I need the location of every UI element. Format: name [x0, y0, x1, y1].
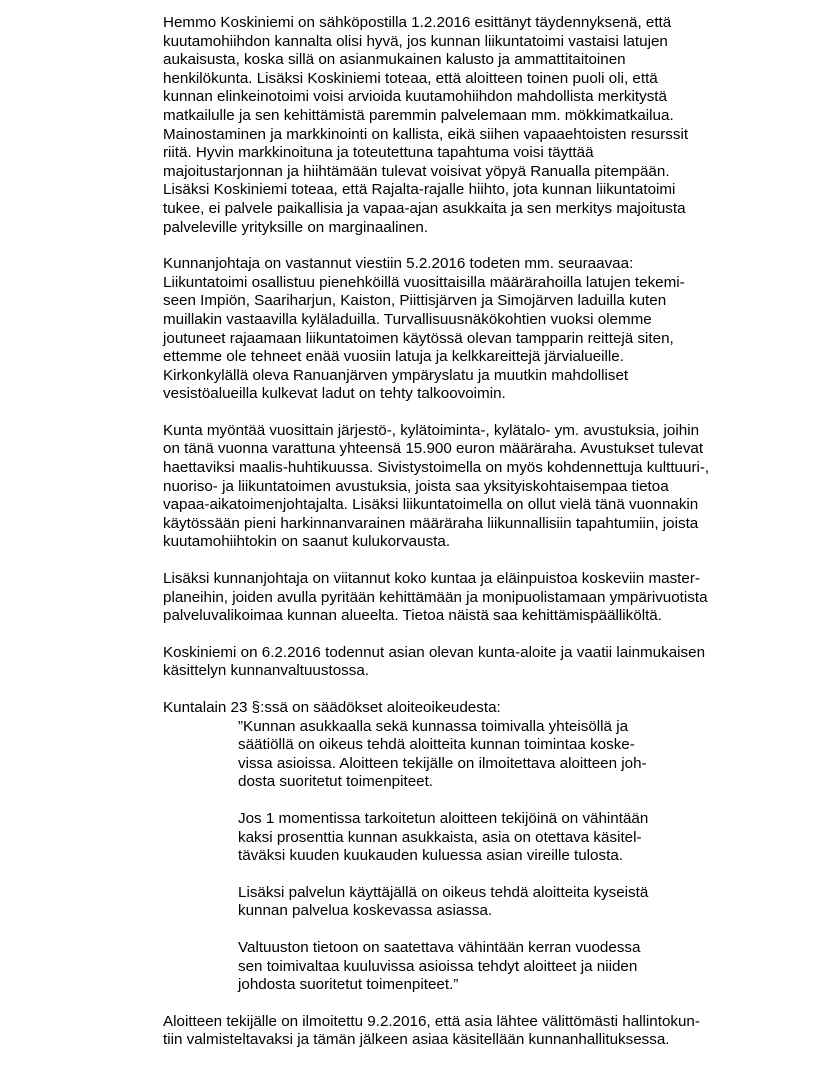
document-body: [163, 14, 803, 1068]
text-line: matkailulle ja sen kehittämistä paremmin palvelemaan mm. mökkimatkailua.: [163, 106, 674, 124]
text-line: nuoriso- ja liikuntatoimen avustuksia, joista saa yksityiskohtaisempaa tietoa: [163, 477, 669, 495]
text-line: vesistöalueilla kulkevat ladut on tehty talkoovoimin.: [163, 385, 506, 403]
text-line: Mainostaminen ja markkinointi on kallista, eikä siihen vapaaehtoisten resurssit: [163, 125, 689, 143]
text-line: sen toimivaltaa kuuluvissa asioissa tehdyt aloitteet ja niiden: [238, 957, 638, 975]
paragraph-grants: [163, 422, 803, 552]
text-line: vapaa-aikatoimenjohtajalta. Lisäksi liikuntatoimella on ollut vielä tänä vuonnakin: [163, 496, 699, 514]
paragraph-municipal-initiative: [163, 644, 803, 681]
text-line: Kunta myöntää vuosittain järjestö-, kylätoiminta-, kylätalo- ym. avustuksia, joihin: [163, 421, 700, 439]
text-line: Jos 1 momentissa tarkoitetun aloitteen tekijöinä on vähintään: [238, 809, 649, 827]
text-line: aukaisusta, koska sillä on asianmukainen kalusto ja ammattitaitoinen: [163, 51, 626, 69]
quote-paragraph: [238, 939, 803, 995]
text-line: vissa asioissa. Aloitteen tekijälle on ilmoitettava aloitteen joh-: [238, 754, 647, 772]
paragraph-mayor-response: [163, 255, 803, 404]
text-line: kunnan elinkeinotoimi voisi arvioida kuutamohiihdon mahdollista merkitystä: [163, 88, 667, 106]
text-line: käytössään pieni harkinnanvarainen määräraha liikunnallisiin tapahtumiin, joista: [163, 514, 699, 532]
paragraph-notification: [163, 1013, 803, 1050]
text-line: Kuntalain 23 §:ssä on säädökset aloiteoikeudesta:: [163, 699, 501, 716]
text-line: ”Kunnan asukkaalla sekä kunnassa toimivalla yhteisöllä ja: [238, 717, 629, 735]
text-line: palveleville yrityksille on marginaalinen.: [163, 218, 429, 236]
text-line: palveluvalikoimaa kunnan alueelta. Tietoa näistä saa kehittämispäälliköltä.: [163, 607, 662, 625]
text-line: henkilökunta. Lisäksi Koskiniemi toteaa, että aloitteen toinen puoli oli, että: [163, 69, 658, 87]
text-line: säätiöllä on oikeus tehdä aloitteita kunnan toimintaa koske-: [238, 736, 635, 754]
text-line: käsittelyn kunnanvaltuustossa.: [163, 662, 369, 680]
text-line: planeihin, joiden avulla pyritään kehittämään ja monipuolistamaan ympärivuotista: [163, 588, 708, 606]
text-line: kaksi prosenttia kunnan asukkaista, asia on otettava käsitel-: [238, 828, 642, 846]
text-line: tiin valmisteltavaksi ja tämän jälkeen asiaa käsitellään kunnanhallituksessa.: [163, 1031, 670, 1049]
law-intro: [163, 699, 803, 718]
quote-paragraph: [238, 884, 803, 921]
law-quote: [238, 718, 803, 995]
paragraph-koskiniemi-supplement: [163, 14, 803, 237]
text-line: riitä. Hyvin markkinoituna ja toteutettuna tapahtuma voisi täyttää: [163, 144, 594, 162]
text-line: Kunnanjohtaja on vastannut viestiin 5.2.2016 todeten mm. seuraavaa:: [163, 255, 634, 273]
text-line: muillakin vastaavilla kyläladuilla. Turvallisuusnäkökohtien vuoksi olemme: [163, 310, 652, 328]
text-line: seen Impiön, Saariharjun, Kaiston, Piittisjärven ja Simojärven laduilla kuten: [163, 292, 667, 310]
text-line: Kirkonkylällä oleva Ranuanjärven ympäryslatu ja muutkin mahdolliset: [163, 366, 629, 384]
text-line: Lisäksi kunnanjohtaja on viitannut koko kuntaa ja eläinpuistoa koskeviin master-: [163, 570, 700, 588]
text-line: majoitustarjonnan ja hiihtämään tulevat voisivat yöpyä Ranualla pitempään.: [163, 162, 670, 180]
text-line: kuutamohiihdon kannalta olisi hyvä, jos kunnan liikuntatoimi vastaisi latujen: [163, 32, 668, 50]
text-line: Aloitteen tekijälle on ilmoitettu 9.2.2016, että asia lähtee välittömästi hallintokun-: [163, 1012, 700, 1030]
text-line: Valtuuston tietoon on saatettava vähintään kerran vuodessa: [238, 938, 641, 956]
paragraph-masterplans: [163, 570, 803, 626]
text-line: Koskiniemi on 6.2.2016 todennut asian olevan kunta-aloite ja vaatii lainmukaisen: [163, 643, 706, 661]
text-line: Liikuntatoimi osallistuu pienehköillä vuosittaisilla määrärahoilla latujen tekemi-: [163, 273, 685, 291]
text-line: tukee, ei palvele paikallisia ja vapaa-ajan asukkaita ja sen merkitys majoitusta: [163, 199, 686, 217]
text-line: johdosta suoritetut toimenpiteet.”: [238, 976, 459, 994]
text-line: dosta suoritetut toimenpiteet.: [238, 773, 434, 791]
text-line: kuutamohiihtokin on saanut kulukorvausta.: [163, 533, 451, 551]
quote-paragraph: [238, 718, 803, 792]
text-line: Lisäksi palvelun käyttäjällä on oikeus tehdä aloitteita kyseistä: [238, 883, 649, 901]
text-line: haettaviksi maalis-huhtikuussa. Sivistystoimella on myös kohdennettuja kulttuuri-,: [163, 459, 710, 477]
text-line: kunnan palvelua koskevassa asiassa.: [238, 902, 493, 920]
text-line: ettemme ole tehneet enää vuosiin latuja ja kelkkareittejä järvialueille.: [163, 348, 624, 366]
text-line: täväksi kuuden kuukauden kuluessa asian vireille tulosta.: [238, 847, 623, 865]
text-line: Hemmo Koskiniemi on sähköpostilla 1.2.2016 esittänyt täydennyksenä, että: [163, 14, 672, 31]
text-line: on tänä vuonna varattuna yhteensä 15.900 euron määräraha. Avustukset tulevat: [163, 440, 704, 458]
quote-paragraph: [238, 810, 803, 866]
text-line: Lisäksi Koskiniemi toteaa, että Rajalta-rajalle hiihto, jota kunnan liikuntatoimi: [163, 181, 676, 199]
text-line: joutuneet rajaamaan liikuntatoimen käytössä olevan tampparin reittejä siten,: [163, 329, 674, 347]
